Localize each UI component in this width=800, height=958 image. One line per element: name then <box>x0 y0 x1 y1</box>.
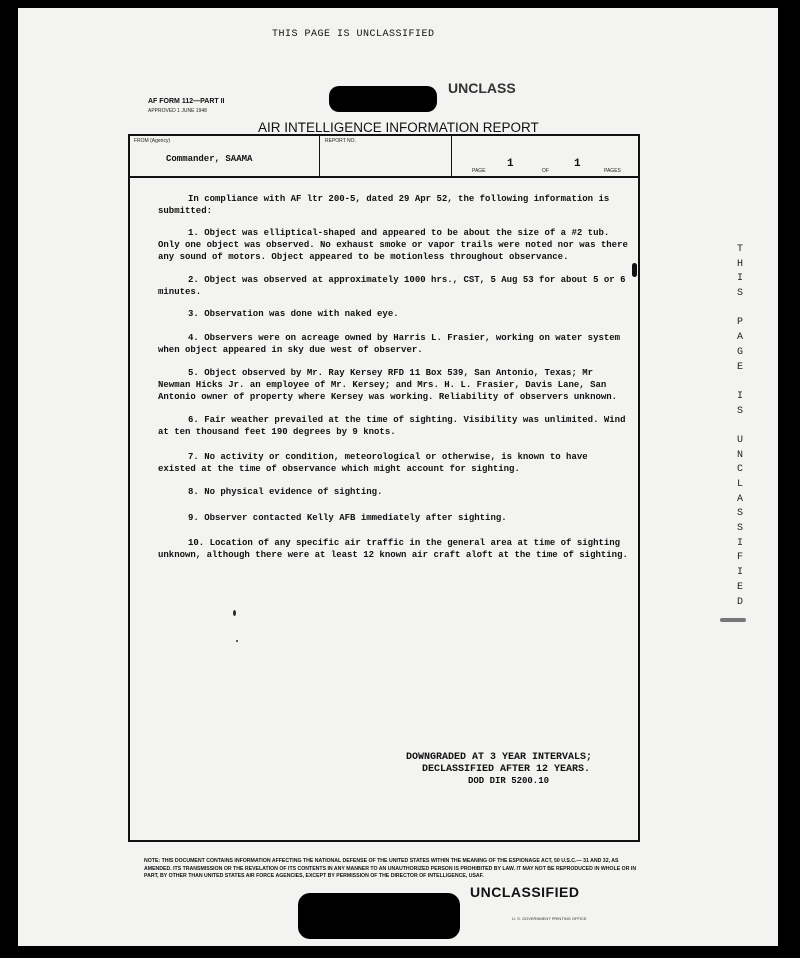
item-9: 9. Observer contacted Kelly AFB immediately after sighting. <box>188 513 507 523</box>
pages-label: PAGES <box>604 168 621 174</box>
page-value: 1 <box>507 158 514 170</box>
form-header-row <box>128 134 640 178</box>
from-value: Commander, SAAMA <box>166 154 253 164</box>
item-5: 5. Object observed by Mr. Ray Kersey RFD 11 Box 539, San Antonio, Texas; Mr Newman Hicks Jr. an employee of Mr. Kersey; and Mrs. H. L. Frasier, Davis Lane, San Antonio owner of property where Kersey was working. Reliability of observers unknown. <box>158 368 618 402</box>
item-10: 10. Location of any specific air traffic in the general area at time of sighting unknown, although there were at least 12 known air craft aloft at the time of sighting. <box>158 538 628 560</box>
intro-paragraph: In compliance with AF ltr 200-5, dated 29 Apr 52, the following information is submitted: <box>158 194 610 216</box>
of-label: OF <box>542 168 549 174</box>
downgrade-stamp-line-2: DECLASSIFIED AFTER 12 YEARS. <box>422 764 591 775</box>
page-count-cell <box>452 134 640 176</box>
report-no-cell <box>320 134 452 176</box>
item-6: 6. Fair weather prevailed at the time of sighting. Visibility was unlimited. Wind at ten thousand feet 190 degrees by 9 knots. <box>158 415 626 437</box>
of-value: 1 <box>574 158 581 170</box>
item-3: 3. Observation was done with naked eye. <box>188 309 399 319</box>
from-cell <box>128 134 320 176</box>
page-label: PAGE <box>472 168 486 174</box>
item-7: 7. No activity or condition, meteorological or otherwise, is known to have existed at the time of observance which might account for sighting. <box>158 452 588 474</box>
scan-speck <box>236 640 238 642</box>
scan-speck <box>720 618 746 622</box>
scan-speck <box>632 263 637 277</box>
report-no-label: REPORT NO. <box>325 138 356 144</box>
item-2: 2. Object was observed at approximately 1000 hrs., CST, 5 Aug 53 for about 5 or 6 minutes. <box>158 275 626 297</box>
gpo-line: U. S. GOVERNMENT PRINTING OFFICE <box>512 916 587 921</box>
form-id: AF FORM 112—PART II <box>148 98 225 105</box>
redaction-bottom <box>298 893 460 939</box>
downgrade-stamp-line-3: DOD DIR 5200.10 <box>468 776 550 786</box>
form-approved: APPROVED 1 JUNE 1948 <box>148 108 207 114</box>
item-8: 8. No physical evidence of sighting. <box>188 487 383 497</box>
report-title: AIR INTELLIGENCE INFORMATION REPORT <box>258 120 539 135</box>
unclassified-stamp-bottom: UNCLASSIFIED <box>470 884 580 900</box>
item-1: 1. Object was elliptical-shaped and appeared to be about the size of a #2 tub. Only one object was observed. No exhaust smoke or vapor trails were noted nor was there any sound of motors. Object appeared to be motionless throughout observance. <box>158 228 628 262</box>
espionage-act-note: NOTE: THIS DOCUMENT CONTAINS INFORMATION AFFECTING THE NATIONAL DEFENSE OF THE UNITED STATES WITHIN THE MEANING OF THE ESPIONAGE ACT, 50 U.S.C.— 31 AND 32, AS AMENDED. ITS TRANSMISSION OR THE REVELATION OF ITS CONTENTS IN ANY MANNER TO AN UNAUTHORIZED PERSON IS PROHIBITED BY LAW. IT MAY NOT BE REPRODUCED IN WHOLE OR IN PART, BY OTHER THAN UNITED STATES AIR FORCE AGENCIES, EXCEPT BY PERMISSION OF THE DIRECTOR OF INTELLIGENCE, USAF. <box>144 858 637 880</box>
item-4: 4. Observers were on acreage owned by Harris L. Frasier, working on water system when object appeared in sky due west of observer. <box>158 333 621 355</box>
unclassified-stamp-top: UNCLASS <box>448 80 516 96</box>
downgrade-stamp-line-1: DOWNGRADED AT 3 YEAR INTERVALS; <box>406 752 593 763</box>
scan-speck <box>233 610 236 616</box>
from-label: FROM (Agency) <box>134 138 171 144</box>
vertical-classification-banner: T H I S P A G E I S U N C L A S S I F I E D <box>736 244 743 608</box>
redaction-top <box>329 86 437 112</box>
top-classification-banner: THIS PAGE IS UNCLASSIFIED <box>272 29 435 40</box>
